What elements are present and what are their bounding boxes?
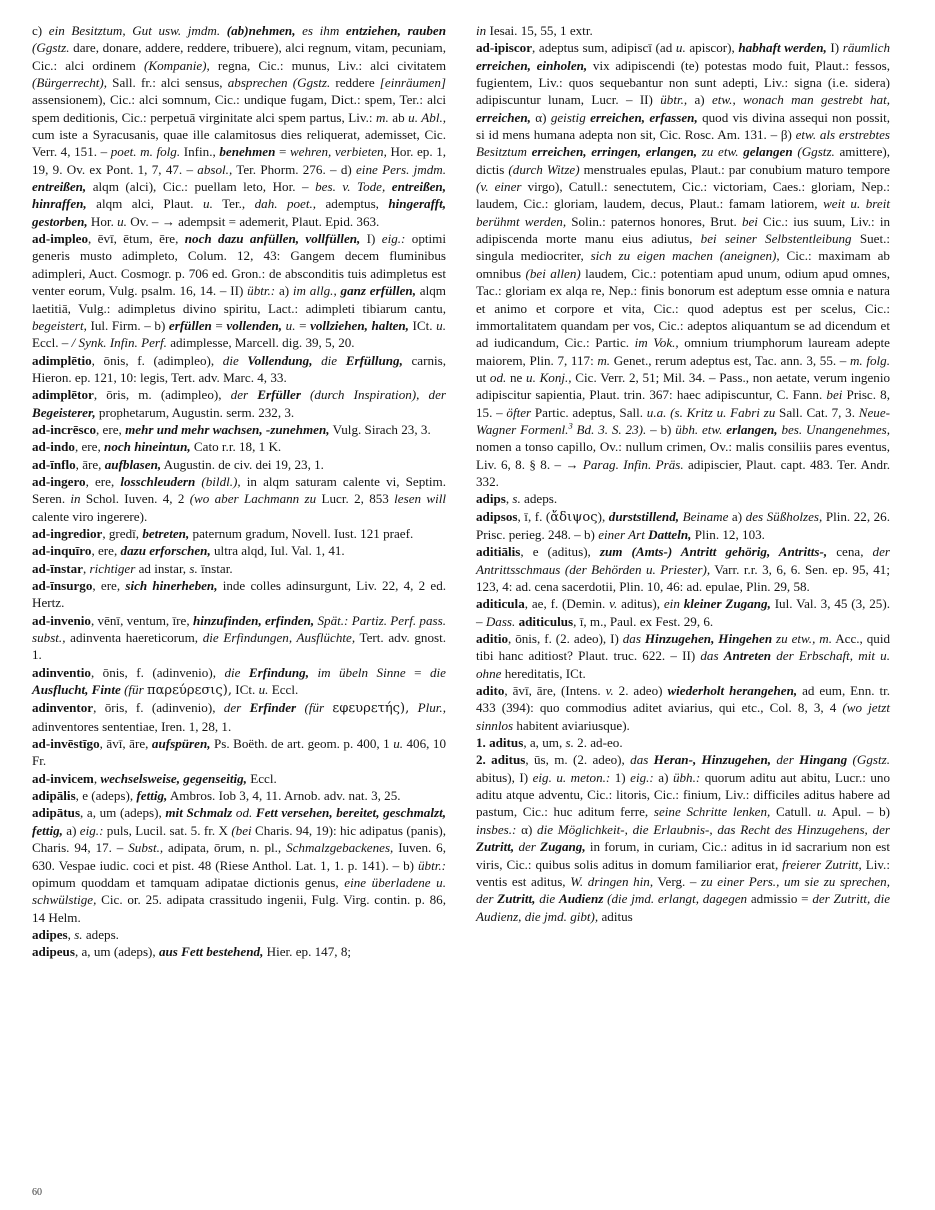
- dictionary-entry: adipātus, a, um (adeps), mit Schmalz od. Fett versehen, bereitet, geschmalzt, fettig, a) eig.: puls, Lucil. sat. 5. fr. X (bei Charis. 94, 19): hic adipatus (panis), Charis. 94, 17. – Subst., adipata, ōrum, n. pl., Schmalzgebackenes, Iuven. 6, 630. Vespae iudic. coci et pist. 48 (Riese Anthol. Lat. 1, 1. p. 141). – b) übtr.: opimum quoddam et tamquam adipatae dictionis genus, eine überladene u. schwülstige, Cic. or. 25. adipata crassitudo ingenii, Fulg. Virg. contin. p. 86, 14 Helm.: [32, 805, 446, 925]
- left-column: [32, 22, 446, 961]
- dictionary-entry: ad-ingero, ere, losschleudern (bildl.), in alqm saturam calente vi, Septim. Seren. in Schol. Iuven. 4, 2 (wo aber Lachmann zu Lucr. 2, 853 lesen will calente viro ingerere).: [32, 473, 447, 524]
- dictionary-entry: ad-indo, ere, noch hineintun, Cato r.r. 18, 1 K.: [32, 439, 282, 455]
- dictionary-entry: aditicula, ae, f. (Demin. v. aditus), ein kleiner Zugang, Iul. Val. 3, 45 (3, 25). – Dass. aditiculus, ī, m., Paul. ex Fest. 29, 6.: [476, 596, 890, 629]
- dictionary-entry: in Iesai. 15, 55, 1 extr.: [476, 23, 593, 38]
- dictionary-entry: ad-ingredior, gredī, betreten, paternum gradum, Novell. Iust. 121 praef.: [32, 525, 414, 541]
- dictionary-entry: ad-invenio, vēnī, ventum, īre, hinzufinden, erfinden, Spät.: Partiz. Perf. pass. subst., adinventa haereticorum, die Erfindungen, Ausflüchte, Tert. adv. gnost. 1.: [32, 612, 446, 663]
- right-column: [476, 22, 890, 925]
- dictionary-entry: ad-īnstar, richtiger ad instar, s. īnstar.: [32, 560, 233, 576]
- dictionary-entry: adimplētio, ōnis, f. (adimpleo), die Vollendung, die Erfüllung, carnis, Hieron. ep. 121, 10: legis, Tert. adv. Marc. 4, 33.: [32, 352, 447, 385]
- dictionary-entry: ad-īnflo, āre, aufblasen, Augustin. de civ. dei 19, 23, 1.: [32, 456, 324, 472]
- dictionary-entry: aditio, ōnis, f. (2. adeo), I) das Hinzugehen, Hingehen zu etw., m. Acc., quid tibi hanc aditiost? Plaut. truc. 622. – II) das Antreten der Erbschaft, mit u. ohne hereditatis, ICt.: [476, 631, 891, 681]
- dictionary-entry: aditiālis, e (aditus), zum (Amts-) Antritt gehörig, Antritts-, cena, der Antrittsschmaus (der Behörden u. Priester), Varr. r.r. 3, 6, 6. Sen. ep. 95, 41; 123, 4: ad. cena sacerdotii, Plin. 10, 46: ad. epulae, Plin. 29, 58.: [476, 544, 890, 594]
- dictionary-entry: adimplētor, ōris, m. (adimpleo), der Erfüller (durch Inspiration), der Begeisterer, prophetarum, Augustin. serm. 232, 3.: [32, 387, 446, 420]
- dictionary-entry: 1. aditus, a, um, s. 2. ad-eo.: [476, 735, 623, 751]
- dictionary-entry: adipsos, ī, f. (ἄδιψος), durststillend, Beiname a) des Süßholzes, Plin. 22, 26. Prisc. perieg. 248. – b) einer Art Datteln, Plin. 12, 103.: [476, 508, 890, 542]
- dictionary-entry: adito, āvī, āre, (Intens. v. 2. adeo) wiederholt herangehen, ad eum, Enn. tr. 433 (394): quo commodius aditet aviarius, qui etc., Col. 8, 3, 4 (wo jetzt sinnlos habitent aviariusque).: [476, 683, 891, 733]
- dictionary-entry: adipālis, e (adeps), fettig, Ambros. Iob 3, 4, 11. Arnob. adv. nat. 3, 25.: [32, 788, 401, 804]
- dictionary-entry: ad-ipiscor, adeptus sum, adipiscī (ad u. apiscor), habhaft werden, I) räumlich erreichen, einholen, vix adipiscendi (te) potestas modo fuit, Plaut.: fessos, fugientem, Liv.: quos sequebantur non sunt adepti, Liv.: signa (i.e. sidera) adipiscuntur lunam, Lucr. – II) übtr., a) etw., wonach man gestrebt hat, erreichen, α) geistig erreichen, erfassen, quod vis divina assequi non possit, si id mens humana adepta non sit, Cic. Rosc. Am. 131. – β) etw. als erstrebtes Besitztum erreichen, erringen, erlangen, zu etw. gelangen (Ggstz. amittere), dictis (durch Witze) menstruales epulas, Plaut.: par conubium maturo tempore (v. einer virgo), Catull.: senectutem, Cic.: victoriam, Caes.: gloriam, Nep.: laudem, Cic.: gloriam, laudem, decus, Plaut.: famam latiorem, weit u. breit berühmt werden, Solin.: paternos honores, Brut. bei Cic.: ius suum, Liv.: in adipiscenda morte manu eius adiutus, bei seiner Selbstentleibung Suet.: singula mediocriter, sich zu eigen machen (aneignen), Cic.: maximam ab omnibus (bei allen) laudem, Cic.: potentiam apud unum, odium apud omnes, Tac.: gloriam ex alqa re, Nep.: finis bonorum est adeptum esse omnia e natura et animo et corpore et vita, Cic.: quod adeptus est per scelus, Cic.: immortalitatem quandam per vos, Cic.: adeptos aliquantum se ad dicendum et ad iudicandum, Cic.: Partic. im Vok., omnium triumphorum lauream adepte maiorem, Plin. 7, 117: m. Genet., rerum adeptus est, Tac. ann. 3, 55. – m. folg. ut od. ne u. Konj., Cic. Verr. 2, 51; Mil. 34. – Pass., non aetate, verum ingenio adipiscitur sapientia, Plaut. trin. 367: haec adipiscuntur, C. Fann. bei Prisc. 8, 15. – öfter Partic. adeptus, Sall. u.a. (s. Kritz u. Fabri zu Sall. Cat. 7, 3. Neue-Wagner Formenl.$^3$ Bd. 3. S. 23). – b) übh. etw. erlangen, bes. Unangenehmes, nomen a tonso capillo, Ov.: nullum crimen, Ov.: malis consiliis pares eventus, Liv. 6, 8. § 8. – → Parag. Infin. Präs. adipiscier, Plaut. capt. 483. Ter. Andr. 332.: [476, 40, 891, 489]
- dictionary-entry: adips, s. adeps.: [476, 491, 558, 507]
- dictionary-entry: ad-īnsurgo, ere, sich hinerheben, inde colles adinsurgunt, Liv. 22, 4, 2 ed. Hertz.: [32, 578, 447, 611]
- dictionary-entry: adinventor, ōris, f. (adinvenio), der Erfinder (für εφευρετής), Plur., adinventores sententiae, Iren. 1, 28, 1.: [32, 700, 446, 734]
- dictionary-entry: c) ein Besitztum, Gut usw. jmdm. (ab)nehmen, es ihm entziehen, rauben (Ggstz. dare, donare, addere, reddere, tribuere), alci regnum, vitam, pecuniam, Cic.: alci ordinem (Kompanie), regna, Cic.: munus, Liv.: alci civitatem (Bürgerrecht), Sall. fr.: alci sensus, absprechen (Ggstz. reddere [einräumen] assensionem), Cic.: alci somnum, Cic.: undique fugam, Dict.: spem, Ter.: alci spem deditionis, Cic.: perpetuā virginitate alci spem partus, Liv.: m. ab u. Abl., cum iste a Syracusanis, quae ille calamitosus dies reliquerat, ademisset, Cic. Verr. 4, 151. – poet. m. folg. Infin., benehmen = wehren, verbieten, Hor. ep. 1, 19, 9. Ov. ex Pont. 1, 7, 47. – absol., Ter. Phorm. 276. – d) eine Pers. jmdm. entreißen, alqm (alci), Cic.: puellam leto, Hor. – bes. v. Tode, entreißen, hinraffen, alqm alci, Plaut. u. Ter., dah. poet., ademptus, hingerafft, gestorben, Hor. u. Ov. – → adempsit = ademerit, Plaut. Epid. 363.: [32, 23, 447, 229]
- dictionary-entry: adipeus, a, um (adeps), aus Fett bestehend, Hier. ep. 147, 8;: [32, 944, 352, 960]
- folio-number: 60: [32, 1187, 42, 1198]
- dictionary-entry: ad-impleo, ēvī, ētum, ēre, noch dazu anfüllen, vollfüllen, I) eig.: optimi generis musto adimpleto, Colum. 12, 43: Gangem decem fluminibus adimpleri, Auct. Cosmogr. p. 706 ed. Gron.: de absconditis tuis adimpletus est venter eorum, Vulg. psalm. 16, 14. – II) übtr.: a) im allg., ganz erfüllen, alqm laetitiā, Vulg.: adimpletus divino spiritu, Lact.: adimpleti tibiarum cantu, begeistert, Iul. Firm. – b) erfüllen = vollenden, u. = vollziehen, halten, ICt. u. Eccl. – / Synk. Infin. Perf. adimplesse, Marcell. dig. 39, 5, 20.: [32, 231, 446, 351]
- dictionary-entry: 2. aditus, ūs, m. (2. adeo), das Heran-, Hinzugehen, der Hingang (Ggstz. abitus), I) eig. u. meton.: 1) eig.: a) übh.: quorum aditu aut abitu, Lucr.: uno aditu atque adventu, Cic.: litoris, Cic.: finium, Liv.: difficiles aditus habere ad pastum, Cic.: huc aditum ferre, seine Schritte lenken, Catull. u. Apul. – b) insbes.: α) die Möglichkeit-, die Erlaubnis-, das Recht des Hinzugehens, der Zutritt, der Zugang, in forum, in curiam, Cic.: aditus in id sacrarium non est viris, Cic.: quibus solis aditus in domum familiarior erat, freierer Zutritt, Liv.: ventis est aditus, W. dringen hin, Verg. – zu einer Pers., um sie zu sprechen, der Zutritt, die Audienz (die jmd. erlangt, dagegen admissio = der Zutritt, die Audienz, die jmd. gibt), aditus: [476, 752, 891, 924]
- dictionary-entry: adinventio, ōnis, f. (adinvenio), die Erfindung, im übeln Sinne = die Ausflucht, Finte (für παρεύρεσις), ICt. u. Eccl.: [32, 664, 446, 699]
- dictionary-entry: ad-invicem, wechselsweise, gegenseitig, Eccl.: [32, 770, 277, 786]
- page-columns: [32, 22, 905, 1162]
- dictionary-entry: adipes, s. adeps.: [32, 926, 119, 942]
- dictionary-entry: ad-invēstīgo, āvī, āre, aufspüren, Ps. Boëth. de art. geom. p. 400, 1 u. 406, 10 Fr.: [32, 736, 446, 769]
- dictionary-entry: ad-incrēsco, ere, mehr und mehr wachsen, -zunehmen, Vulg. Sirach 23, 3.: [32, 421, 431, 437]
- dictionary-entry: ad-inquīro, ere, dazu erforschen, ultra alqd, Iul. Val. 1, 41.: [32, 543, 345, 559]
